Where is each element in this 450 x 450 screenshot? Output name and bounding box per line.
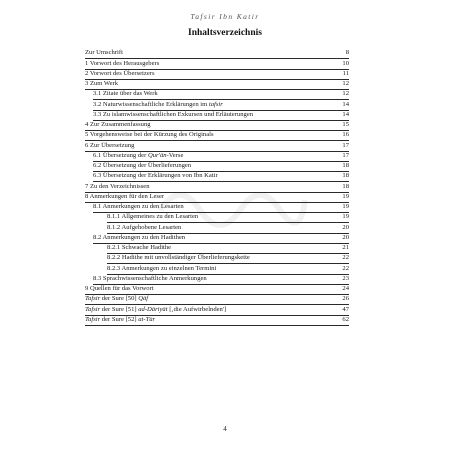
toc-entry-title — [85, 141, 134, 151]
toc-entry-title — [85, 294, 148, 304]
toc-entry-title-part: tafsir — [208, 100, 223, 108]
toc-entry-title — [85, 192, 164, 202]
page-number: 4 — [223, 425, 227, 433]
toc-entry-title-part: der Sure [51] — [100, 305, 139, 313]
toc-entry-title-part: 8.2.1 Schwache Hadithe — [107, 244, 172, 251]
toc-entry-title — [85, 59, 159, 69]
toc-entry-page: 17 — [342, 141, 349, 149]
toc-entry-page: 47 — [342, 305, 349, 313]
toc-entry-title — [93, 100, 223, 110]
toc-entry[interactable] — [85, 70, 349, 80]
toc-entry-title — [93, 110, 253, 120]
toc-entry-page: 10 — [342, 59, 349, 67]
toc-entry-title-part: der Sure [52] — [100, 315, 139, 323]
toc-entry-title-part: 8.1 Anmerkungen zu den Lesarten — [93, 203, 184, 210]
toc-entry-title — [107, 264, 216, 274]
toc-entry-page: 16 — [342, 131, 349, 139]
toc-entry-title — [85, 315, 155, 325]
toc-entry-title-part: 8 Anmerkungen für den Leser — [85, 192, 165, 200]
toc-entry-page: 22 — [342, 254, 349, 262]
toc-entry-title — [85, 284, 154, 294]
toc-entry-title-part: der Sure [50] — [100, 295, 139, 303]
toc-entry-title-part: at-Tūr — [138, 315, 156, 323]
toc-entry-page: 19 — [342, 192, 349, 200]
toc-entry-title — [93, 171, 218, 181]
toc-entry-title-part: 3 Zum Werk — [85, 80, 119, 87]
toc-entry-title-part: Zur Umschrift — [85, 49, 123, 57]
toc-entry-title-part: 8.2.3 Anmerkungen zu einzelnen Termini — [107, 264, 217, 272]
toc-entry-title-part: 5 Vorgehensweise bei der Kürzung des Originals — [85, 131, 214, 139]
toc-entry-title-part: 3.3 Zu islamwissenschaftlichen Exkursen und Erläuterungen — [93, 110, 254, 118]
toc-entry-title-part: Qāf — [138, 295, 149, 303]
table-of-contents — [85, 49, 349, 326]
toc-entry-title-part: 3.1 Zitate über das Werk — [93, 90, 158, 98]
toc-entry-title-part: -Verse — [166, 151, 184, 159]
toc-entry-page: 23 — [342, 274, 349, 282]
toc-entry-title-part: 6.3 Übersetzung der Erklärungen von Ibn Katir — [93, 172, 218, 180]
toc-entry-title-part: 3.2 Naturwissenschaftliche Erklärungen im — [93, 100, 209, 108]
toc-entry-title — [85, 48, 123, 58]
toc-entry-page: 18 — [342, 162, 349, 169]
toc-entry-page: 12 — [342, 90, 349, 98]
toc-entry-title-part: ad-Dāriyāt — [138, 305, 168, 313]
toc-entry-page: 19 — [342, 213, 349, 221]
toc-entry-title — [107, 253, 250, 263]
toc-entry-title-part: 6.2 Übersetzung der Überlieferungen — [93, 162, 192, 169]
toc-entry-title-part: 7 Zu den Verzeichnissen — [85, 182, 150, 190]
toc-entry-page: 62 — [342, 315, 349, 323]
toc-entry-title-part: Qur'ān — [147, 151, 167, 159]
toc-entry-title-part: 6 Zur Übersetzung — [85, 141, 135, 149]
toc-entry[interactable] — [85, 316, 349, 326]
toc-entry-title — [85, 120, 151, 130]
toc-entry-page: 18 — [342, 182, 349, 190]
toc-entry-page: 15 — [342, 121, 349, 128]
toc-entry-title — [85, 182, 150, 192]
toc-entry-title — [93, 233, 185, 243]
toc-entry-page: 20 — [342, 223, 349, 231]
toc-entry-title — [107, 223, 181, 233]
toc-entry-title-part: 9 Quellen für das Vorwort — [85, 285, 154, 292]
toc-entry-title — [85, 130, 214, 140]
toc-entry-page: 12 — [342, 80, 349, 87]
toc-title: Inhaltsverzeichnis — [188, 28, 262, 38]
toc-entry-title — [93, 151, 183, 161]
toc-entry-title-part: 8.3 Sprachwissenschaftliche Anmerkungen — [93, 274, 207, 282]
toc-entry-title — [93, 274, 207, 284]
toc-entry-title — [107, 212, 198, 222]
toc-entry-page: 17 — [342, 151, 349, 159]
toc-entry-page: 8 — [345, 49, 349, 57]
toc-entry-title-part: 8.1.1 Allgemeines zu den Lesarten — [107, 213, 199, 221]
toc-entry-page: 21 — [342, 244, 349, 251]
toc-entry-page: 22 — [342, 264, 349, 272]
running-head: Tafsir Ibn Katir — [190, 12, 260, 21]
toc-entry-title — [93, 89, 158, 99]
toc-entry-page: 11 — [342, 69, 349, 77]
toc-entry-page: 14 — [342, 110, 349, 118]
toc-entry-page: 18 — [342, 172, 349, 180]
toc-entry-title — [85, 305, 226, 315]
toc-entry-title-part: 8.2.2 Hadithe mit unvollständiger Überlieferungskette — [107, 254, 250, 262]
toc-entry-title-part: 2 Vorwort des Übersetzers — [85, 69, 155, 77]
toc-entry-page: 24 — [342, 285, 349, 292]
toc-entry-title-part: Tafsir — [85, 315, 101, 323]
toc-entry-title-part: 4 Zur Zusammenfassung — [85, 121, 151, 128]
toc-entry-title-part: 6.1 Übersetzung der — [93, 151, 148, 159]
toc-entry-page: 20 — [342, 233, 349, 241]
toc-entry-title — [85, 69, 155, 79]
toc-entry-title-part: 1 Vorwort des Herausgebers — [85, 59, 160, 67]
toc-entry-title-part: 8.1.2 Aufgehobene Lesarten — [107, 223, 182, 231]
toc-entry-title-part: Tafsir — [85, 295, 101, 303]
toc-entry-title — [107, 243, 171, 253]
toc-entry-title-part: 8.2 Anmerkungen zu den Hadithen — [93, 233, 186, 241]
toc-entry-page: 19 — [342, 203, 349, 210]
toc-entry-title — [85, 79, 118, 89]
toc-entry-title — [93, 161, 191, 171]
toc-entry-page: 14 — [342, 100, 349, 108]
toc-entry-title-part: [‚die Aufwirbelnden'] — [167, 305, 227, 313]
toc-entry-title-part: Tafsir — [85, 305, 101, 313]
toc-entry-page: 26 — [342, 295, 349, 303]
toc-entry-title — [93, 202, 184, 212]
